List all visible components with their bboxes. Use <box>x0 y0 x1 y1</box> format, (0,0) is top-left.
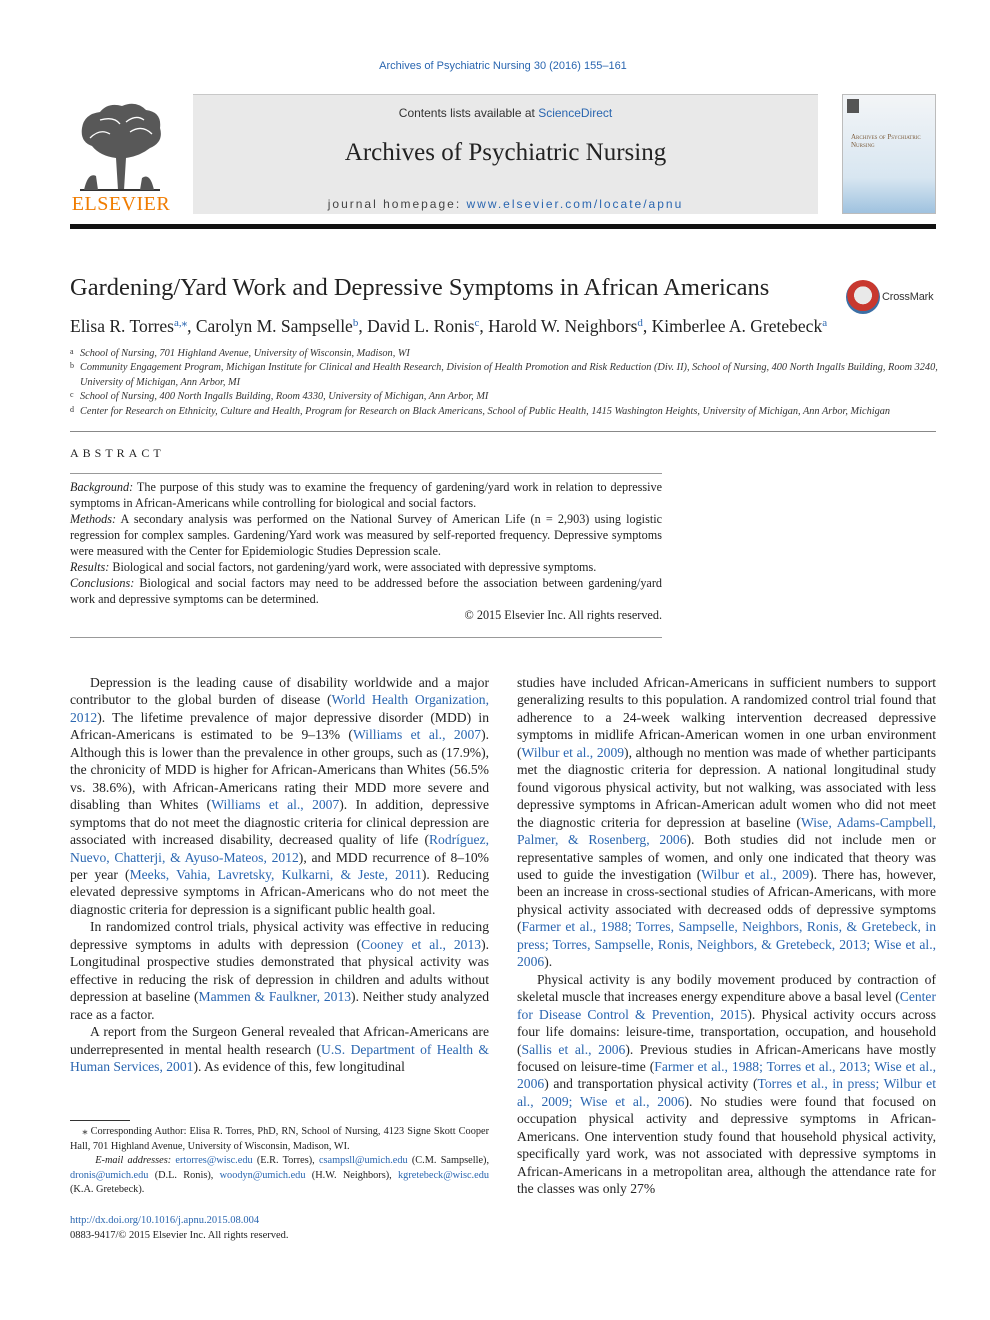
author-name: David L. Ronis <box>367 316 475 336</box>
email-link[interactable]: dronis@umich.edu <box>70 1169 149 1181</box>
author-separator: , <box>479 316 489 336</box>
abstract-label: Results: <box>70 560 110 574</box>
citation-link[interactable]: Farmer et al., 1988; Torres et al., 2013; Wise et al., 2006 <box>517 1058 937 1092</box>
sciencedirect-link[interactable]: ScienceDirect <box>538 106 613 120</box>
affiliation-text: Center for Research on Ethnicity, Culture and Health, Program for Research on Black Americans, School of Public Health, 1415 Washington Heights, University of Michigan, Ann Arbor, Michigan <box>80 405 891 417</box>
abstract-text: Biological and social factors may need to be addressed before the association between gardening/yard work and depressive symptoms can be determined. <box>70 576 662 606</box>
abstract-text: A secondary analysis was performed on the National Survey of American Life (n = 2,903) using logistic regression for complex samples. Gardening/Yard work was measured by self-reported frequency. Depressive symptoms were measured with the Center for Epidemiologic Studies Depression scale. <box>70 512 662 558</box>
citation-link[interactable]: Wilbur et al., 2009 <box>701 866 810 882</box>
cover-publisher-icon <box>847 99 859 113</box>
email-owner: (D.L. Ronis), <box>148 1169 220 1181</box>
journal-cover-thumbnail[interactable] <box>842 94 936 214</box>
citation-link[interactable]: U.S. Department of Health & Human Services, 2001 <box>70 1041 489 1074</box>
crossmark-icon <box>846 280 880 314</box>
footnotes <box>70 1125 489 1198</box>
author-name: Carolyn M. Sampselle <box>195 316 353 336</box>
affiliation-text: School of Nursing, 701 Highland Avenue, University of Wisconsin, Madison, WI <box>80 348 410 359</box>
body-text: ). No studies were found that focused on occupation physical activity and depressive symptoms in African-Americans. One intervention study found that household physical activity, specifically yard work, was not associated with depressive symptoms in African-Americans in a metropolitan area, although the attendance rate for the classes was only 27% <box>517 1093 936 1197</box>
affiliation-key: b <box>70 361 74 371</box>
affiliation-item <box>70 405 940 419</box>
abstract-label: Background: <box>70 480 134 494</box>
body-text: ) and transportation physical activity ( <box>544 1076 758 1092</box>
email-owner: (C.M. Sampselle), <box>407 1155 490 1166</box>
crossmark-badge[interactable] <box>846 280 938 316</box>
crossmark-label: CrossMark <box>882 291 934 303</box>
affiliation-item <box>70 347 940 361</box>
body-text: ). In addition, depressive symptoms that do not meet the diagnostic criteria for clinical depression are associated with increased disability, decreased quality of life ( <box>70 797 489 848</box>
affiliation-key: c <box>70 390 74 400</box>
homepage-prefix: journal homepage: <box>327 197 467 211</box>
citation-link[interactable]: Wilbur et al., 2009 <box>521 744 625 760</box>
abstract-rule-bottom <box>70 637 662 638</box>
affiliation-text: Community Engagement Program, Michigan Institute for Clinical and Health Research, Division of Health Promotion and Risk Reduction (Div. II), School of Nursing, 400 North Ingalls Building, Room 3240, University of Michigan, Ann Arbor, MI <box>80 362 938 388</box>
abstract-label: Methods: <box>70 512 117 526</box>
citation-link[interactable]: Farmer et al., 1988; Torres, Sampselle, Neighbors, Ronis, & Gretebeck, in press; Torres, Sampselle, Ronis, Neighbors, & Gretebeck, 2013; Wise et al., 2006 <box>517 919 936 970</box>
abstract-text: The purpose of this study was to examine the frequency of gardening/yard work in relation to depressive symptoms in African-Americans while controlling for biological and social factors. <box>70 480 662 510</box>
corresponding-marker: ⁎ <box>82 1126 88 1137</box>
abstract-conclusions <box>70 575 662 607</box>
body-text: A report from the Surgeon General revealed that African-Americans are underrepresented in mental health research ( <box>70 1024 489 1057</box>
author-name: Kimberlee A. Gretebeck <box>651 316 823 336</box>
abstract-label: Conclusions: <box>70 576 135 590</box>
body-text: ). Although this is lower than the prevalence in other groups, such as (17.9%), the chronicity of MDD is higher for African-Americans than Whites (56.5% vs. 38.6%), with African-Americans rating their MDD more severe and disabling than Whites ( <box>70 727 489 813</box>
affiliation-item <box>70 361 940 390</box>
citation-link[interactable]: Wise, Adams-Campbell, Palmer, & Rosenberg, 2006 <box>517 814 936 848</box>
author-separator: , <box>642 316 652 336</box>
body-text: ), although no mention was made of whether participants met the diagnostic criteria for depression. A national longitudinal study found vigorous physical activity, but not walking, was associated with less depressive symptoms in African-American adult women who did not meet the diagnostic criteria for depression at baseline ( <box>517 744 936 830</box>
author-affiliation-marker[interactable]: a <box>822 317 828 329</box>
abstract-rule-top <box>70 473 662 474</box>
body-text: ). The lifetime prevalence of major depressive disorder (MDD) in African-Americans is estimated to be 9–13% ( <box>70 709 489 743</box>
body-text: Depression is the leading cause of disability worldwide and a major contributor to the global burden of disease ( <box>70 675 489 708</box>
body-text: ). There has, however, been an increase in cross-sectional studies of African-Americans, with more physical activity associated with decreased odds of depressive symptoms ( <box>517 866 937 935</box>
author-name: Elisa R. Torres <box>70 316 174 336</box>
affiliation-rule <box>70 431 936 432</box>
abstract-heading: ABSTRACT <box>70 446 165 460</box>
body-text: studies have included African-Americans in sufficient numbers to support generalizing results to this population. A randomized control trial found that adherence to a 24-week walking intervention decreased depressive symptoms in midlife African-American women in one urban environment ( <box>517 675 936 760</box>
author-separator: , <box>358 316 368 336</box>
citation-link[interactable]: Williams et al., 2007 <box>352 727 482 743</box>
email-link[interactable]: woodyn@umich.edu <box>219 1169 306 1181</box>
body-text: ), and MDD recurrence of 8–10% per year ( <box>70 849 489 882</box>
elsevier-wordmark: ELSEVIER <box>71 193 171 215</box>
corresponding-author-note <box>70 1125 489 1154</box>
author-affiliation-marker[interactable]: a,⁎ <box>173 317 188 329</box>
citation-link[interactable]: Sallis et al., 2006 <box>521 1041 626 1057</box>
body-column-left <box>70 674 489 1075</box>
author-list <box>70 316 827 337</box>
body-text: In randomized control trials, physical activity was effective in reducing depressive symptoms in adults with depression ( <box>70 919 489 952</box>
body-text: ). Longitudinal prospective studies demonstrated that physical activity was effective in reducing the risk of depression in children and adults without depression at baseline ( <box>70 936 489 1005</box>
body-paragraph <box>517 971 936 1198</box>
abstract-results <box>70 559 662 575</box>
email-owner: (E.R. Torres), <box>252 1155 319 1166</box>
contents-line <box>193 106 818 120</box>
abstract-text: Biological and social factors, not gardening/yard work, were associated with depressive symptoms. <box>109 560 597 574</box>
email-owner: (H.W. Neighbors), <box>305 1169 399 1181</box>
email-owner: (K.A. Gretebeck). <box>70 1184 145 1195</box>
body-text: ). Neither study analyzed race as a factor. <box>70 989 489 1022</box>
body-paragraph <box>517 674 936 971</box>
email-note <box>70 1154 489 1198</box>
citation-link[interactable]: Center for Disease Control & Prevention, 2015 <box>517 989 936 1022</box>
citation-link[interactable]: Williams et al., 2007 <box>211 797 340 813</box>
homepage-line <box>193 197 818 211</box>
author-separator: , <box>187 316 196 336</box>
abstract-methods <box>70 511 662 559</box>
journal-reference[interactable]: Archives of Psychiatric Nursing 30 (2016) 155–161 <box>379 60 627 72</box>
author-affiliation-marker[interactable]: b <box>352 317 359 329</box>
email-link[interactable]: ertorres@wisc.edu <box>175 1155 253 1166</box>
affiliation-key: a <box>70 347 74 356</box>
citation-link[interactable]: World Health Organization, 2012 <box>70 692 489 725</box>
abstract-body <box>70 479 662 623</box>
body-paragraph <box>70 918 489 1023</box>
contents-prefix: Contents lists available at <box>398 106 539 120</box>
author-affiliation-marker[interactable]: d <box>637 317 643 329</box>
citation-link[interactable]: Cooney et al., 2013 <box>361 936 482 952</box>
body-text: Physical activity is any bodily movement produced by contraction of skeletal muscle that increases energy expenditure above a basal level ( <box>517 971 936 1005</box>
issn-line: 0883-9417/© 2015 Elsevier Inc. All rights reserved. <box>70 1230 289 1241</box>
body-text: ). Previous studies in African-Americans have mostly focused on leisure-time ( <box>517 1041 936 1074</box>
body-text: ). As evidence of this, few longitudinal <box>193 1058 405 1074</box>
body-text: ). Reducing elevated depressive symptoms in African-Americans who do not meet the diagnostic criteria for depression is a significant public health goal. <box>70 866 489 917</box>
header-rule <box>70 224 936 229</box>
footnote-rule <box>70 1120 130 1121</box>
citation-link[interactable]: Rodríguez, Nuevo, Chatterji, & Ayuso-Mateos, 2012 <box>70 832 489 865</box>
affiliation-text: School of Nursing, 400 North Ingalls Building, Room 4330, University of Michigan, Ann Arbor, MI <box>80 391 489 403</box>
abstract-copyright: © 2015 Elsevier Inc. All rights reserved. <box>464 608 662 622</box>
body-column-right <box>517 674 936 1198</box>
journal-title: Archives of Psychiatric Nursing <box>344 139 667 166</box>
affiliations <box>70 347 940 419</box>
corresponding-text: Corresponding Author: Elisa R. Torres, PhD, RN, School of Nursing, 4123 Signe Skott Cooper Hall, 701 Highland Avenue, University of Wisconsin, Madison, WI. <box>70 1126 489 1152</box>
citation-link[interactable]: Torres et al., in press; Wilbur et al., 2009; Wise et al., 2006 <box>517 1076 936 1109</box>
doi-block <box>70 1213 289 1243</box>
body-text: ). Physical activity occurs across four life domains: leisure-time, transportation, occupation, and household ( <box>517 1006 936 1057</box>
email-label: E-mail addresses: <box>95 1155 172 1166</box>
body-paragraph <box>70 674 489 918</box>
doi-link[interactable]: http://dx.doi.org/10.1016/j.apnu.2015.08.004 <box>70 1215 260 1226</box>
email-link[interactable]: csampsll@umich.edu <box>318 1155 408 1166</box>
journal-banner <box>193 94 818 214</box>
homepage-link[interactable]: www.elsevier.com/locate/apnu <box>466 197 684 211</box>
abstract-background <box>70 479 662 511</box>
article-title: Gardening/Yard Work and Depressive Symptoms in African Americans <box>70 274 770 301</box>
email-link[interactable]: kgretebeck@wisc.edu <box>398 1169 489 1181</box>
citation-link[interactable]: Meeks, Vahia, Lavretsky, Kulkarni, & Jeste, 2011 <box>129 866 422 882</box>
affiliation-item <box>70 390 940 404</box>
author-affiliation-marker[interactable]: c <box>474 317 480 329</box>
body-text: ). <box>544 954 553 970</box>
cover-title: Archives of Psychiatric Nursing <box>851 133 921 149</box>
affiliation-key: d <box>70 404 74 414</box>
citation-link[interactable]: Mammen & Faulkner, 2013 <box>198 989 352 1005</box>
author-name: Harold W. Neighbors <box>488 316 638 336</box>
body-paragraph <box>70 1023 489 1075</box>
body-text: ). Both studies did not include men or representative samples of women, and only one indicated that theory was used to guide the investigation ( <box>517 832 936 882</box>
